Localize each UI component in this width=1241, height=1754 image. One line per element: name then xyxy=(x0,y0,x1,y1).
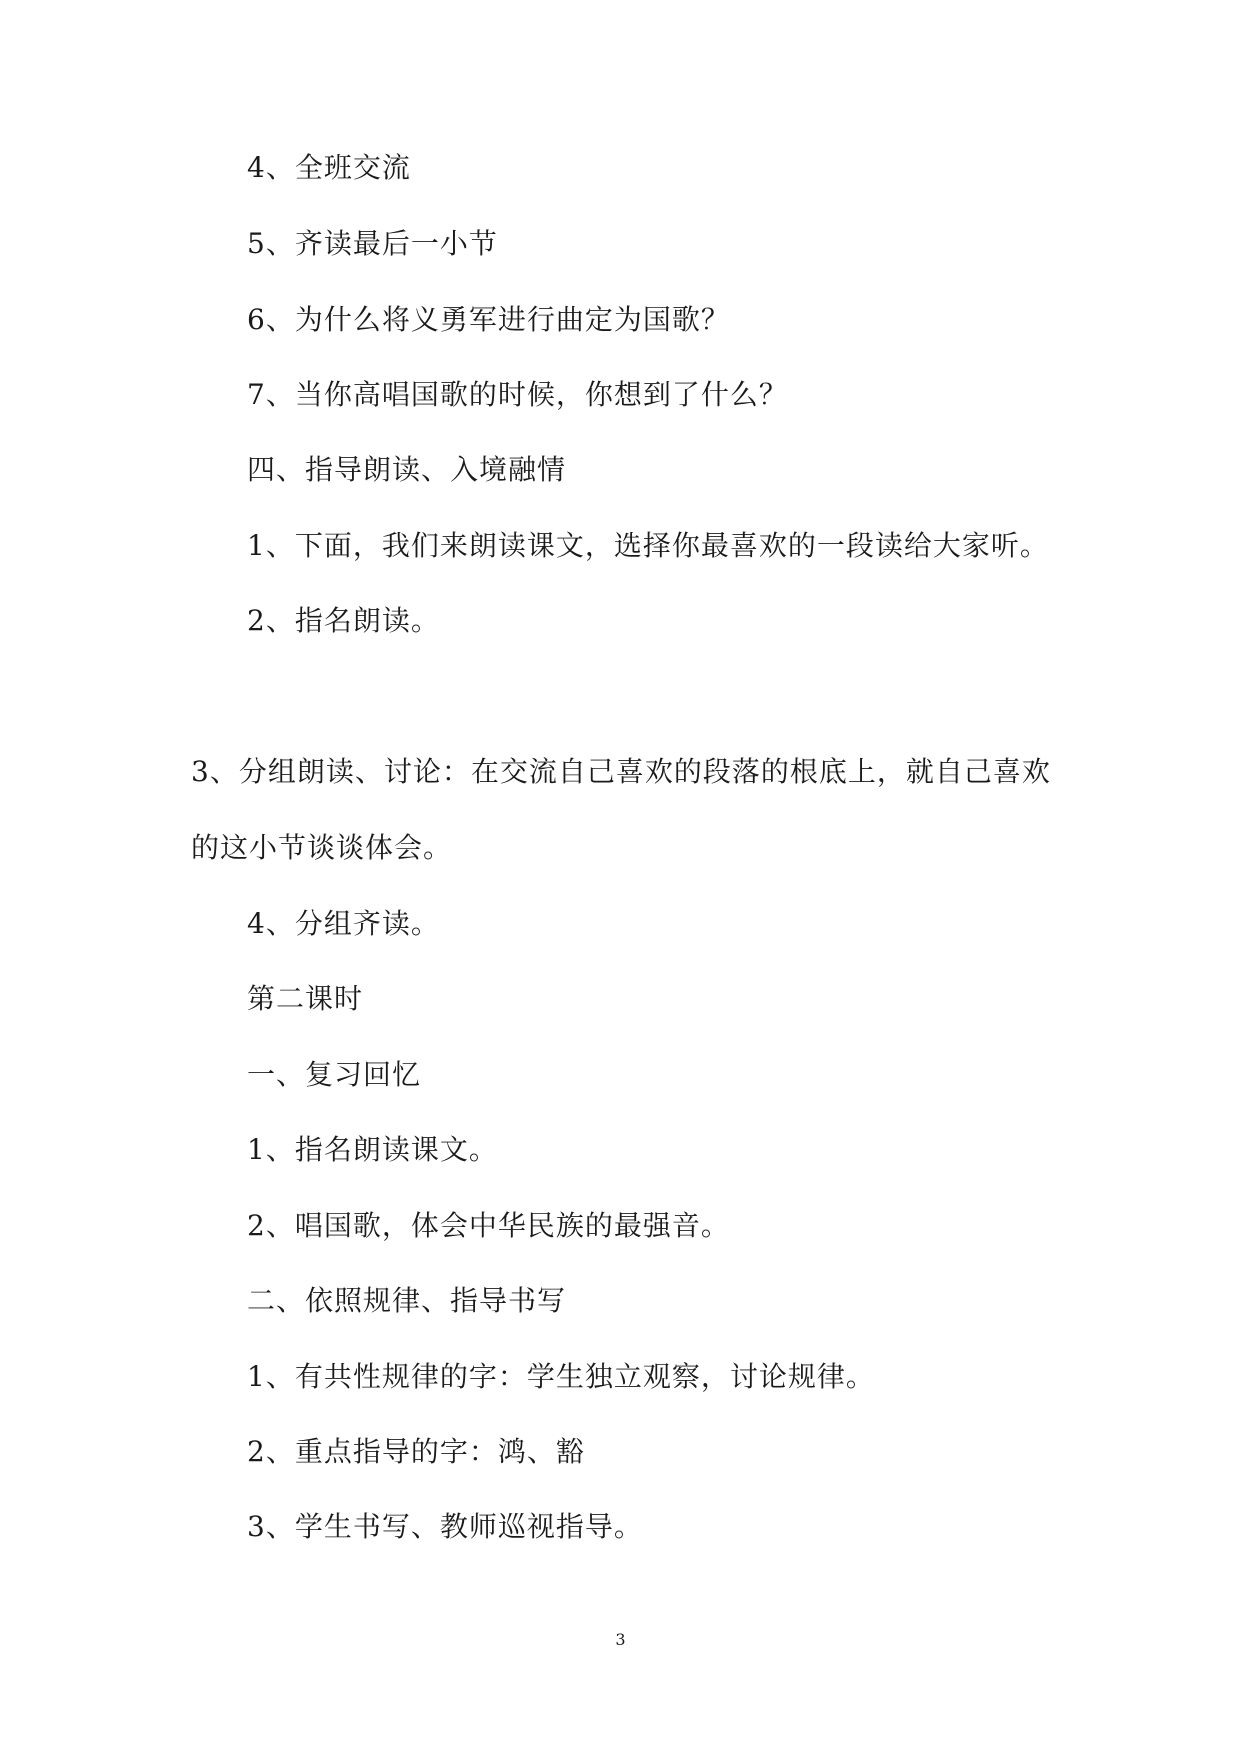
text-line: 2、重点指导的字：鸿、豁 xyxy=(247,1435,585,1468)
text-line: 1、下面，我们来朗读课文，选择你最喜欢的一段读给大家听。 xyxy=(247,529,1049,562)
text-line: 1、指名朗读课文。 xyxy=(247,1133,498,1166)
text-line: 7、当你高唱国歌的时候，你想到了什么？ xyxy=(247,378,788,411)
text-line: 的这小节谈谈体会。 xyxy=(191,831,453,864)
text-line: 1、有共性规律的字：学生独立观察，讨论规律。 xyxy=(247,1360,875,1393)
text-line: 3、分组朗读、讨论：在交流自己喜欢的段落的根底上，就自己喜欢 xyxy=(191,755,1051,788)
page-number: 3 xyxy=(615,1630,626,1649)
text-line: 4、全班交流 xyxy=(247,151,411,184)
section-heading: 二、依照规律、指导书写 xyxy=(247,1284,567,1317)
text-line: 4、分组齐读。 xyxy=(247,907,440,940)
text-line: 5、齐读最后一小节 xyxy=(247,227,498,260)
section-heading: 四、指导朗读、入境融情 xyxy=(247,453,567,486)
section-heading: 第二课时 xyxy=(247,982,364,1015)
text-line: 2、唱国歌，体会中华民族的最强音。 xyxy=(247,1209,730,1242)
section-heading: 一、复习回忆 xyxy=(247,1058,422,1091)
text-line: 2、指名朗读。 xyxy=(247,604,440,637)
text-line: 6、为什么将义勇军进行曲定为国歌？ xyxy=(247,303,730,336)
text-line: 3、学生书写、教师巡视指导。 xyxy=(247,1510,643,1543)
